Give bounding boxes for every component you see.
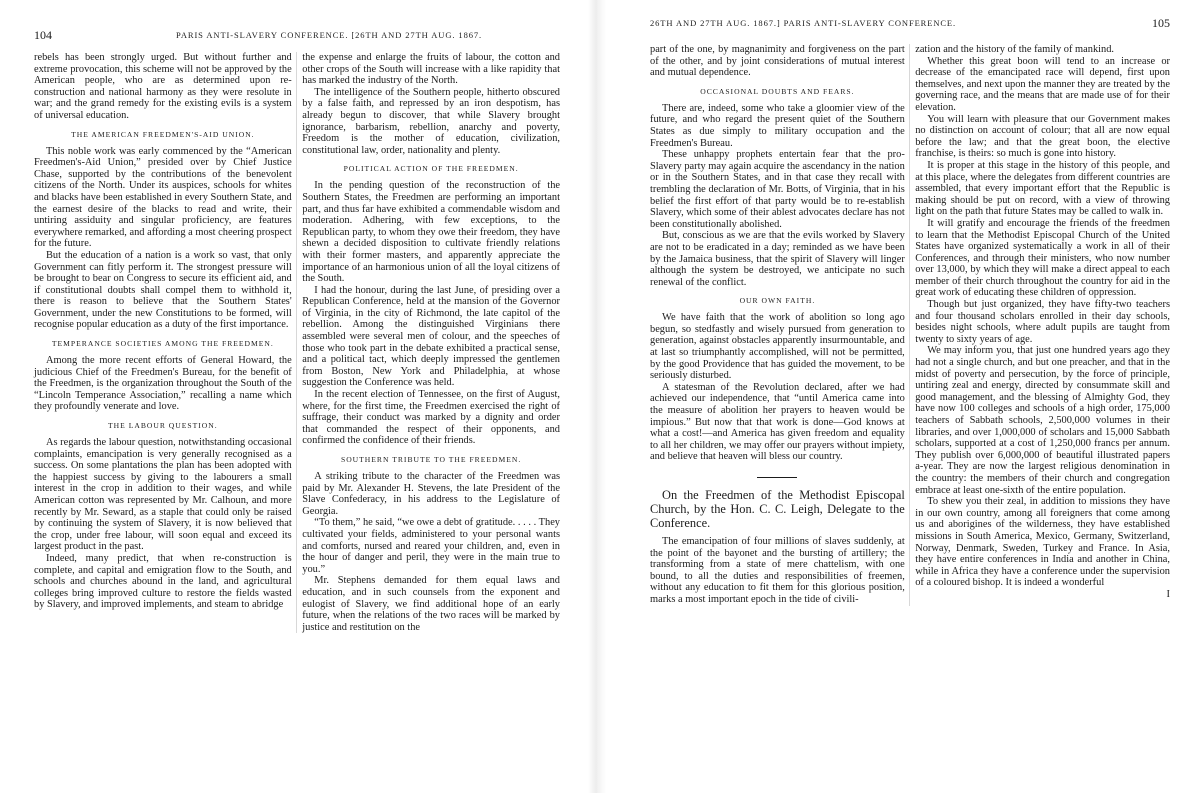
paragraph: It is proper at this stage in the history of this people, and at this place, where the delegates from different countries are assembled, that every important effort that the Republic is making should be put on record, with a view of throwing light on the path that future States may be called to walk in.: [915, 159, 1170, 218]
section-heading: THE LABOUR QUESTION.: [108, 421, 218, 431]
section-heading: TEMPERANCE SOCIETIES AMONG THE FREEDMEN.: [51, 339, 274, 349]
paragraph: The emancipation of four millions of slaves suddenly, at the point of the bayonet and the bursting of artillery; the transforming from a state of mere chattelism, with one bound, to all the duties and responsibilities of freemen, without any education to fit them for this glorious position, marks a most important epoch in the tide of civili-: [650, 536, 905, 605]
left-page: [0, 0, 588, 793]
section-heading: POLITICAL ACTION OF THE FREEDMEN.: [343, 164, 519, 174]
paragraph: Whether this great boon will tend to an increase or decrease of the emancipated race will depend, first upon themselves, and next upon the manner they are treated by the governing race, and the means that are made use of for their elevation.: [915, 55, 1170, 113]
paragraph: In the pending question of the reconstruction of the Southern States, the Freedmen are performing an important part, and thus far have exhibited a commendable wisdom and moderation. Adhering, with few exceptions, to the Republican party, to whom they owe their freedom, they have shewn a decided disposition to cultivate friendly relations with their former masters, and apparently appreciate the importance of an harmonious union of all the loyal citizens of the South.: [302, 180, 560, 285]
paragraph: A statesman of the Revolution declared, after we had achieved our independence, that “until America came into the measure of abolition her prayers to heaven would be impious.” But now that that work is done—God knows at what a cost!—and America has given freedom and equality to all her children, we may offer our prayers without impiety, and believe that heaven will bless our country.: [650, 381, 905, 463]
right-columns: [650, 44, 1170, 606]
paragraph: Indeed, many predict, that when re-construction is complete, and capital and emigration flow to the South, and schools and churches abound in the land, and agricultural colleges bring improved culture to restore the fields wasted by Slavery, and improved implements, and steam to abridge: [34, 552, 292, 611]
column: [650, 44, 910, 606]
running-title: 26TH AND 27TH AUG. 1867.] PARIS ANTI-SLAVERY CONFERENCE.: [650, 18, 957, 28]
column: [34, 52, 297, 633]
paragraph: the expense and enlarge the fruits of labour, the cotton and other crops of the South will increase with a like rapidity that has marked the industry of the North.: [302, 52, 560, 87]
paragraph: rebels has been strongly urged. But without further and extreme provocation, this scheme will not be approved by the American people, who are as determined upon re-construction and national harmony as they were resolute in war; and the grand remedy for the existing evils is a system of universal education.: [34, 52, 292, 121]
column: [915, 44, 1170, 606]
page-number: 105: [1152, 16, 1170, 30]
paragraph: “To them,” he said, “we owe a debt of gratitude. . . . . They cultivated your fields, administered to your personal wants and comforts, nursed and reared your children, and, even in the hour of danger and peril, they were in the main true to you.”: [302, 517, 560, 575]
paragraph: There are, indeed, some who take a gloomier view of the future, and who regard the present quiet of the Southern States as due simply to military occupation and the Freedmen's Bureau.: [650, 102, 905, 149]
paragraph: Among the more recent efforts of General Howard, the judicious Chief of the Freedmen's Bureau, for the benefit of the Freedmen, is the organization throughout the South of the “Lincoln Temperance Association,” recalling a name which they profoundly venerate and love.: [34, 355, 292, 413]
left-running-head: [34, 30, 560, 48]
paragraph: It will gratify and encourage the friends of the freedmen to learn that the Methodist Episcopal Church of the United States have organized systematically a work in all of their Conferences, and through their ministers, who now number over 13,000, by which they will make a direct appeal to each member of their church throughout the country for aid in the great work of educating these children of oppression.: [915, 217, 1170, 299]
paragraph: The intelligence of the Southern people, hitherto obscured by a false faith, and repressed by an iron despotism, has already begun to discover, that while Slavery brought ignorance, barbarism, rebellion, anarchy and poverty, Freedom is the mother of education, civilization, constitutional law, order, nationality and plenty.: [302, 86, 560, 156]
paragraph: You will learn with pleasure that our Government makes no distinction on account of colour; that all are now equal before the law; and that the great boon, the elective franchise, is theirs: so much is gone into history.: [915, 113, 1170, 160]
running-title: PARIS ANTI-SLAVERY CONFERENCE. [26TH AND 27TH AUG. 1867.: [176, 30, 483, 40]
paragraph: As regards the labour question, notwithstanding occasional complaints, emancipation is very generally recognised as a success. On some plantations the plan has been adopted with the happiest success by giving to the labourers a small interest in the crop in addition to their wages, and while American cotton was represented by Mr. Calhoun, and more recently by Mr. Seward, as a staple that could only be raised by continuing the system of Slavery, it is now believed that the crop, under free labour, will soon equal and exceed its largest product in the past.: [34, 437, 292, 553]
paragraph: This noble work was early commenced by the “American Freedmen's-Aid Union,” presided over by Chief Justice Chase, supported by the contributions of the benevolent citizens of the North. Under its auspices, schools for whites and blacks have been established in every Southern State, and the earnest desire of the blacks to read and write, their untiring assiduity and singular proficiency, are features everywhere remarked, and affording a most cheering prospect for the future.: [34, 145, 292, 250]
right-page: [606, 0, 1200, 793]
paragraph: We may inform you, that just one hundred years ago they had not a single church, and but one preacher, and that in the midst of poverty and persecution, by the force of principle, untiring zeal and energy, directed by consummate skill and good management, and the blessing of Almighty God, they have now 100 colleges and schools of a high order, 175,000 teachers of Sabbath schools, 2,500,000 volumes in their libraries, and over 1,000,000 of scholars and 15,000 Sabbath scholars, supported at a cost of 1,250,000 francs per annum. They publish over 6,000,000 of beautiful illustrated papers a-year. They are now the largest religious denomination in the country: the members of their church and congregation embrace at least one-sixth of the entire population.: [915, 345, 1170, 496]
paragraph: part of the one, by magnanimity and forgiveness on the part of the other, and by joint considerations of mutual interest and mutual dependence.: [650, 44, 905, 79]
page-number: 104: [34, 28, 52, 42]
left-columns: [34, 52, 560, 633]
paragraph: In the recent election of Tennessee, on the first of August, where, for the first time, the Freedmen exercised the right of suffrage, their conduct was marked by a dignity and order that commanded the respect of their opponents, and confirmed the confidence of their friends.: [302, 389, 560, 447]
right-running-head: [650, 16, 1170, 40]
column: [302, 52, 560, 633]
paragraph: But, conscious as we are that the evils worked by Slavery are not to be eradicated in a day; reminded as we have been by the Jamaica business, that the spirit of Slavery will linger although the system be destroyed, we anticipate no such renewal of the conflict.: [650, 230, 905, 288]
article-title: On the Freedmen of the Methodist Episcopal Church, by the Hon. C. C. Leigh, Delegate to the Conference.: [650, 488, 905, 530]
section-heading: THE AMERICAN FREEDMEN'S-AID UNION.: [71, 129, 255, 139]
section-heading: OCCASIONAL DOUBTS AND FEARS.: [700, 86, 855, 96]
paragraph: zation and the history of the family of mankind.: [915, 44, 1115, 55]
section-heading: SOUTHERN TRIBUTE TO THE FREEDMEN.: [340, 455, 522, 464]
paragraph: To shew you their zeal, in addition to missions they have in our own country, among all foreigners that come among us and aborigines of the wilderness, they have established missions in South America, Mexico, Germany, Switzerland, Norway, Denmark, Sweden, Turkey and France. In Asia, they have entire conferences in India and another in China, while in Africa they have a conference under the supervision of a coloured bishop. It is indeed a wonderful: [915, 496, 1170, 589]
paragraph: But the education of a nation is a work so vast, that only Government can fitly perform it. The strongest pressure will be brought to bear on Congress to secure its efficient aid, and if constitutional doubts shall compel them to withhold it, there is reason to believe that the Southern States' Government, under the new Constitutions to be formed, will recognise popular education as a duty of the first importance.: [34, 249, 292, 331]
page-gutter: [588, 0, 606, 793]
paragraph: We have faith that the work of abolition so long ago begun, so stedfastly and wisely pursued from generation to generation, against obstacles apparently insurmountable, and at last so triumphantly accomplished, will not be permitted, by the good Providence that has guided the movement, to be seriously disturbed.: [650, 312, 905, 382]
signature-mark: I: [1166, 588, 1170, 600]
paragraph: These unhappy prophets entertain fear that the pro-Slavery party may again acquire the ascendancy in the nation or in the Southern States, and in that case they recall with trembling the declaration of Mr. Botts, of Virginia, that in his belief the first effort of that party would be to re-establish Slavery, which some of their ablest advocates declare has not been constitutionally abolished.: [650, 149, 905, 230]
section-heading: OUR OWN FAITH.: [739, 296, 816, 306]
paragraph: Mr. Stephens demanded for them equal laws and education, and in such counsels from the exponent and eulogist of Slavery, we find additional hope of an early future, when the relations of the two races will be marked by justice and restitution on the: [302, 575, 560, 633]
paragraph: Though but just organized, they have fifty-two teachers and four thousand scholars enrolled in their day schools, besides night schools, where adult pupils are taught from twenty to sixty years of age.: [915, 299, 1170, 345]
paragraph: A striking tribute to the character of the Freedmen was paid by Mr. Alexander H. Stevens, the late President of the Slave Confederacy, in his address to the Legislature of Georgia.: [302, 471, 560, 517]
section-divider: [757, 477, 797, 478]
paragraph: I had the honour, during the last June, of presiding over a Republican Conference, held at the mansion of the Governor of Virginia, in the city of Richmond, the late capitol of the rebellion. Among the distinguished Virginians there assembled were several men of colour, and the speeches of those who took part in the debate exhibited a practical sense, and a political tact, which deeply impressed the gentlemen from Boston, New York and Philadelphia, at whose suggestion the Conference was held.: [302, 284, 560, 389]
